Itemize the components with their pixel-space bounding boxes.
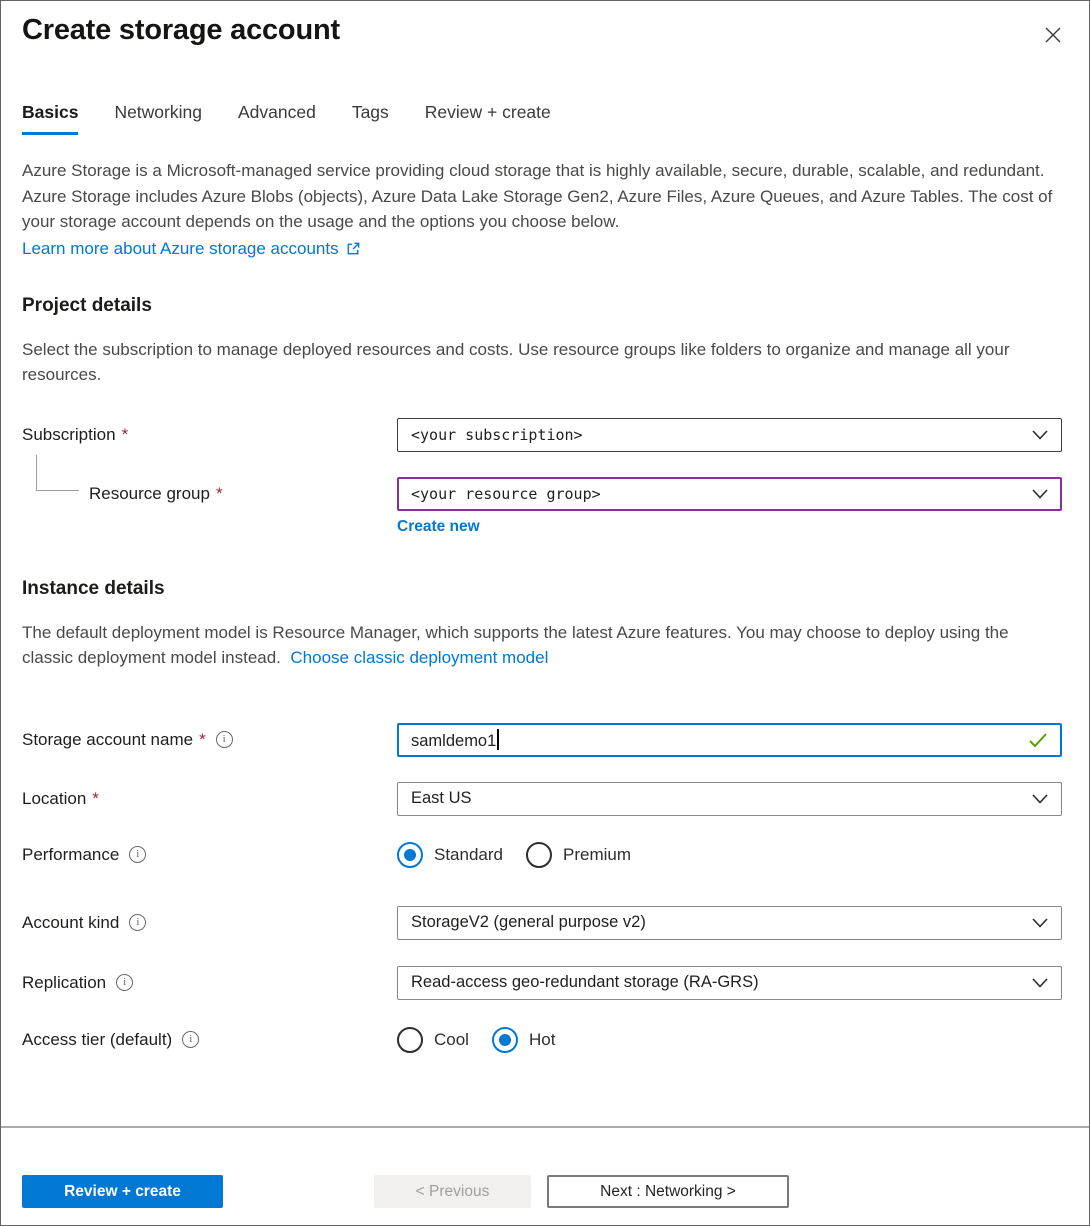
intro-text: Azure Storage is a Microsoft-managed service providing cloud storage that is highly available, secure, durable, scalable, and redundant. Azure Storage includes Azure Blobs (objects), Azure Data Lake Storage Gen2, Azure Files, Azure Queues, and Azure Tables. The cost of your storage account depends on the usage and the options you choose below. xyxy=(22,161,1053,231)
account-kind-row xyxy=(22,906,1062,940)
location-label xyxy=(22,789,397,809)
info-icon[interactable]: i xyxy=(216,731,233,748)
chevron-down-icon xyxy=(1032,489,1048,499)
required-asterisk: * xyxy=(92,788,99,808)
access-tier-option-cool[interactable] xyxy=(397,1027,469,1053)
chevron-down-icon xyxy=(1032,978,1048,988)
replication-label xyxy=(22,973,397,993)
previous-button[interactable]: < Previous xyxy=(374,1175,531,1208)
tab-review-create[interactable]: Review + create xyxy=(424,102,551,122)
storage-account-name-value: samldemo1 xyxy=(411,729,499,751)
radio-label: Hot xyxy=(528,1029,556,1049)
location-value: East US xyxy=(411,789,472,807)
radio-label: Premium xyxy=(563,844,632,864)
account-kind-label-text: Account kind xyxy=(22,912,120,932)
resource-group-connector-line xyxy=(36,455,79,491)
required-asterisk: * xyxy=(199,729,206,749)
project-details-form xyxy=(22,418,1062,536)
chevron-down-icon xyxy=(1032,794,1048,804)
tab-bar xyxy=(22,102,1089,135)
performance-row xyxy=(22,841,1062,869)
instance-details-description xyxy=(22,620,1062,670)
subscription-dropdown[interactable] xyxy=(397,418,1062,452)
access-tier-label-text: Access tier (default) xyxy=(22,1029,173,1049)
instance-details-description-text: The default deployment model is Resource Manager, which supports the latest Azure features. You may choose to deploy using the classic deployment model instead. xyxy=(22,622,1009,667)
instance-details-form xyxy=(22,723,1062,1054)
close-button[interactable] xyxy=(1041,23,1065,47)
replication-label-text: Replication xyxy=(22,972,107,992)
radio-unselected-icon xyxy=(526,842,552,868)
text-cursor xyxy=(497,729,499,750)
storage-account-name-input[interactable] xyxy=(397,723,1062,757)
account-kind-dropdown[interactable] xyxy=(397,906,1062,940)
next-networking-button[interactable]: Next : Networking > xyxy=(547,1175,789,1208)
replication-value: Read-access geo-redundant storage (RA-GRS) xyxy=(411,973,759,991)
location-label-text: Location xyxy=(22,788,87,808)
access-tier-label xyxy=(22,1030,397,1050)
location-row xyxy=(22,782,1062,816)
storage-account-name-row xyxy=(22,723,1062,757)
create-new-link[interactable]: Create new xyxy=(397,517,480,535)
replication-row xyxy=(22,966,1062,1000)
project-details-description: Select the subscription to manage deployed resources and costs. Use resource groups like folders to organize and manage all your resources. xyxy=(22,339,1010,384)
radio-label: Standard xyxy=(434,844,503,864)
radio-unselected-icon xyxy=(397,1027,423,1053)
external-link-icon xyxy=(346,241,361,256)
access-tier-radio-group xyxy=(397,1027,1062,1053)
chevron-down-icon xyxy=(1032,430,1048,440)
tab-basics[interactable]: Basics xyxy=(22,102,78,135)
info-icon[interactable]: i xyxy=(116,974,133,991)
resource-group-value: <your resource group> xyxy=(411,484,601,503)
replication-dropdown[interactable] xyxy=(397,966,1062,1000)
performance-label xyxy=(22,845,397,865)
subscription-label-text: Subscription xyxy=(22,424,116,444)
performance-radio-group xyxy=(397,842,1062,868)
resource-group-dropdown[interactable] xyxy=(397,477,1062,511)
project-details-heading: Project details xyxy=(22,294,152,316)
radio-selected-icon xyxy=(492,1027,518,1053)
classic-deployment-link[interactable]: Choose classic deployment model xyxy=(290,647,549,667)
subscription-row xyxy=(22,418,1062,452)
radio-label: Cool xyxy=(434,1029,469,1049)
instance-details-heading: Instance details xyxy=(22,577,165,599)
location-dropdown[interactable] xyxy=(397,782,1062,816)
footer-divider xyxy=(1,1126,1089,1128)
close-icon xyxy=(1042,24,1064,46)
learn-more-label: Learn more about Azure storage accounts xyxy=(22,238,339,258)
radio-selected-icon xyxy=(397,842,423,868)
panel-header xyxy=(1,1,1089,47)
required-asterisk: * xyxy=(215,483,223,503)
account-kind-label xyxy=(22,913,397,933)
storage-account-name-label xyxy=(22,730,397,750)
resource-group-row xyxy=(22,477,1062,511)
tab-networking[interactable]: Networking xyxy=(114,102,202,122)
info-icon[interactable]: i xyxy=(129,846,146,863)
resource-group-label-text: Resource group xyxy=(89,483,210,503)
required-asterisk: * xyxy=(121,424,129,444)
page-title: Create storage account xyxy=(22,14,340,46)
footer-bar xyxy=(22,1175,1062,1208)
subscription-value: <your subscription> xyxy=(411,425,583,444)
access-tier-option-hot[interactable] xyxy=(492,1027,555,1053)
subscription-label xyxy=(22,425,397,445)
review-create-button[interactable]: Review + create xyxy=(22,1175,223,1208)
chevron-down-icon xyxy=(1032,918,1048,928)
performance-option-standard[interactable] xyxy=(397,842,503,868)
access-tier-row xyxy=(22,1026,1062,1054)
tab-advanced[interactable]: Advanced xyxy=(237,102,316,122)
tab-tags[interactable]: Tags xyxy=(351,102,389,122)
performance-label-text: Performance xyxy=(22,844,120,864)
valid-check-icon xyxy=(1028,732,1048,748)
info-icon[interactable]: i xyxy=(129,914,146,931)
performance-option-premium[interactable] xyxy=(526,842,631,868)
account-kind-value: StorageV2 (general purpose v2) xyxy=(411,913,646,931)
learn-more-link[interactable] xyxy=(22,239,361,259)
info-icon[interactable]: i xyxy=(182,1031,199,1048)
storage-account-name-label-text: Storage account name xyxy=(22,729,194,749)
